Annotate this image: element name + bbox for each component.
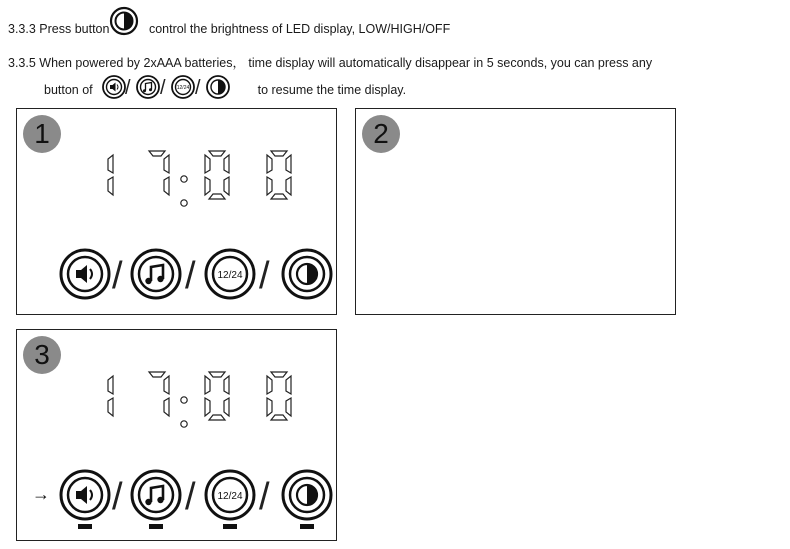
active-indicator-bar <box>78 524 92 529</box>
panel-number-badge: 3 <box>23 336 61 374</box>
format-12-24-label: 12/24 <box>217 491 243 502</box>
display-panel-1 <box>16 108 337 315</box>
led-segment <box>164 376 169 394</box>
clock-and-buttons <box>17 330 338 542</box>
instruction-line-1-suffix: control the brightness of LED display, LOW/HIGH/OFF <box>148 21 451 36</box>
led-segment <box>164 177 169 195</box>
led-segment <box>267 155 272 173</box>
led-segment <box>267 177 272 195</box>
led-segment <box>205 398 210 416</box>
instruction-line-1 <box>8 20 450 39</box>
led-segment <box>209 194 225 199</box>
led-segment <box>286 177 291 195</box>
volume-button[interactable] <box>61 250 109 298</box>
led-segment <box>286 376 291 394</box>
led-segment <box>224 376 229 394</box>
brightness-icon <box>297 264 317 284</box>
led-digit-7 <box>149 372 169 416</box>
brightness-icon <box>109 20 139 39</box>
led-segment <box>271 415 287 420</box>
separator-slash: / <box>185 476 196 518</box>
led-segment <box>286 155 291 173</box>
led-segment <box>108 177 113 195</box>
panel-number-badge: 1 <box>23 115 61 153</box>
led-segment <box>267 398 272 416</box>
separator-slash: / <box>259 255 270 297</box>
colon-dot <box>181 200 187 206</box>
display-panel-3 <box>16 329 337 541</box>
instruction-line-3 <box>44 79 406 102</box>
brightness-button[interactable] <box>283 471 331 519</box>
led-segment <box>209 415 225 420</box>
format-12-24-button[interactable] <box>206 250 254 298</box>
led-segment <box>271 151 287 156</box>
led-digit-1 <box>108 376 113 416</box>
brightness-icon <box>297 485 317 505</box>
led-segment <box>209 372 225 377</box>
clock-and-buttons <box>17 109 338 321</box>
instruction-line-1-prefix: 3.3.3 Press button <box>8 21 110 36</box>
led-segment <box>224 155 229 173</box>
display-panel-2 <box>355 108 676 315</box>
inline-button-row <box>102 79 252 102</box>
colon-dot <box>181 176 187 182</box>
separator-slash: / <box>112 255 123 297</box>
svg-text:/: / <box>160 77 166 99</box>
volume-button[interactable] <box>61 471 109 519</box>
svg-text:/: / <box>195 77 201 99</box>
separator-slash: / <box>259 476 270 518</box>
led-segment <box>205 376 210 394</box>
led-digit-7 <box>149 151 169 195</box>
format-12-24-button[interactable] <box>206 471 254 519</box>
brightness-icon <box>207 76 229 98</box>
led-segment <box>209 151 225 156</box>
brightness-button[interactable] <box>283 250 331 298</box>
active-indicator-bar <box>300 524 314 529</box>
led-digit-0 <box>205 372 229 420</box>
music-button[interactable] <box>132 250 180 298</box>
instruction-line-3-prefix: button of <box>44 82 93 97</box>
colon-dot <box>181 397 187 403</box>
led-segment <box>164 155 169 173</box>
led-digit-1 <box>108 155 113 195</box>
inline-format-label: 12/24 <box>176 85 190 92</box>
led-digit-0 <box>205 151 229 199</box>
led-segment <box>149 151 165 156</box>
format-12-24-icon <box>172 76 194 98</box>
colon-dot <box>181 421 187 427</box>
separator-slash: / <box>112 476 123 518</box>
led-digit-0 <box>267 372 291 420</box>
active-indicator-bar <box>149 524 163 529</box>
led-digit-0 <box>267 151 291 199</box>
active-indicator-bar <box>223 524 237 529</box>
led-segment <box>286 398 291 416</box>
instruction-line-2: 3.3.5 When powered by 2xAAA batteries， time display will automatically disappear in 5 seconds, you can press any <box>8 56 653 70</box>
led-segment <box>271 372 287 377</box>
led-segment <box>108 376 113 394</box>
led-segment <box>108 398 113 416</box>
led-segment <box>149 372 165 377</box>
separator-slash: / <box>185 255 196 297</box>
music-button[interactable] <box>132 471 180 519</box>
panel-number-badge: 2 <box>362 115 400 153</box>
volume-icon <box>103 76 125 98</box>
led-segment <box>271 194 287 199</box>
led-segment <box>108 155 113 173</box>
format-12-24-label: 12/24 <box>217 270 243 281</box>
instruction-line-3-suffix: to resume the time display. <box>257 82 407 97</box>
led-segment <box>267 376 272 394</box>
led-segment <box>224 177 229 195</box>
music-note-icon <box>137 76 159 98</box>
arrow-icon: → <box>32 484 50 504</box>
led-segment <box>164 398 169 416</box>
led-segment <box>224 398 229 416</box>
led-segment <box>205 155 210 173</box>
led-segment <box>205 177 210 195</box>
svg-text:/: / <box>125 77 131 99</box>
